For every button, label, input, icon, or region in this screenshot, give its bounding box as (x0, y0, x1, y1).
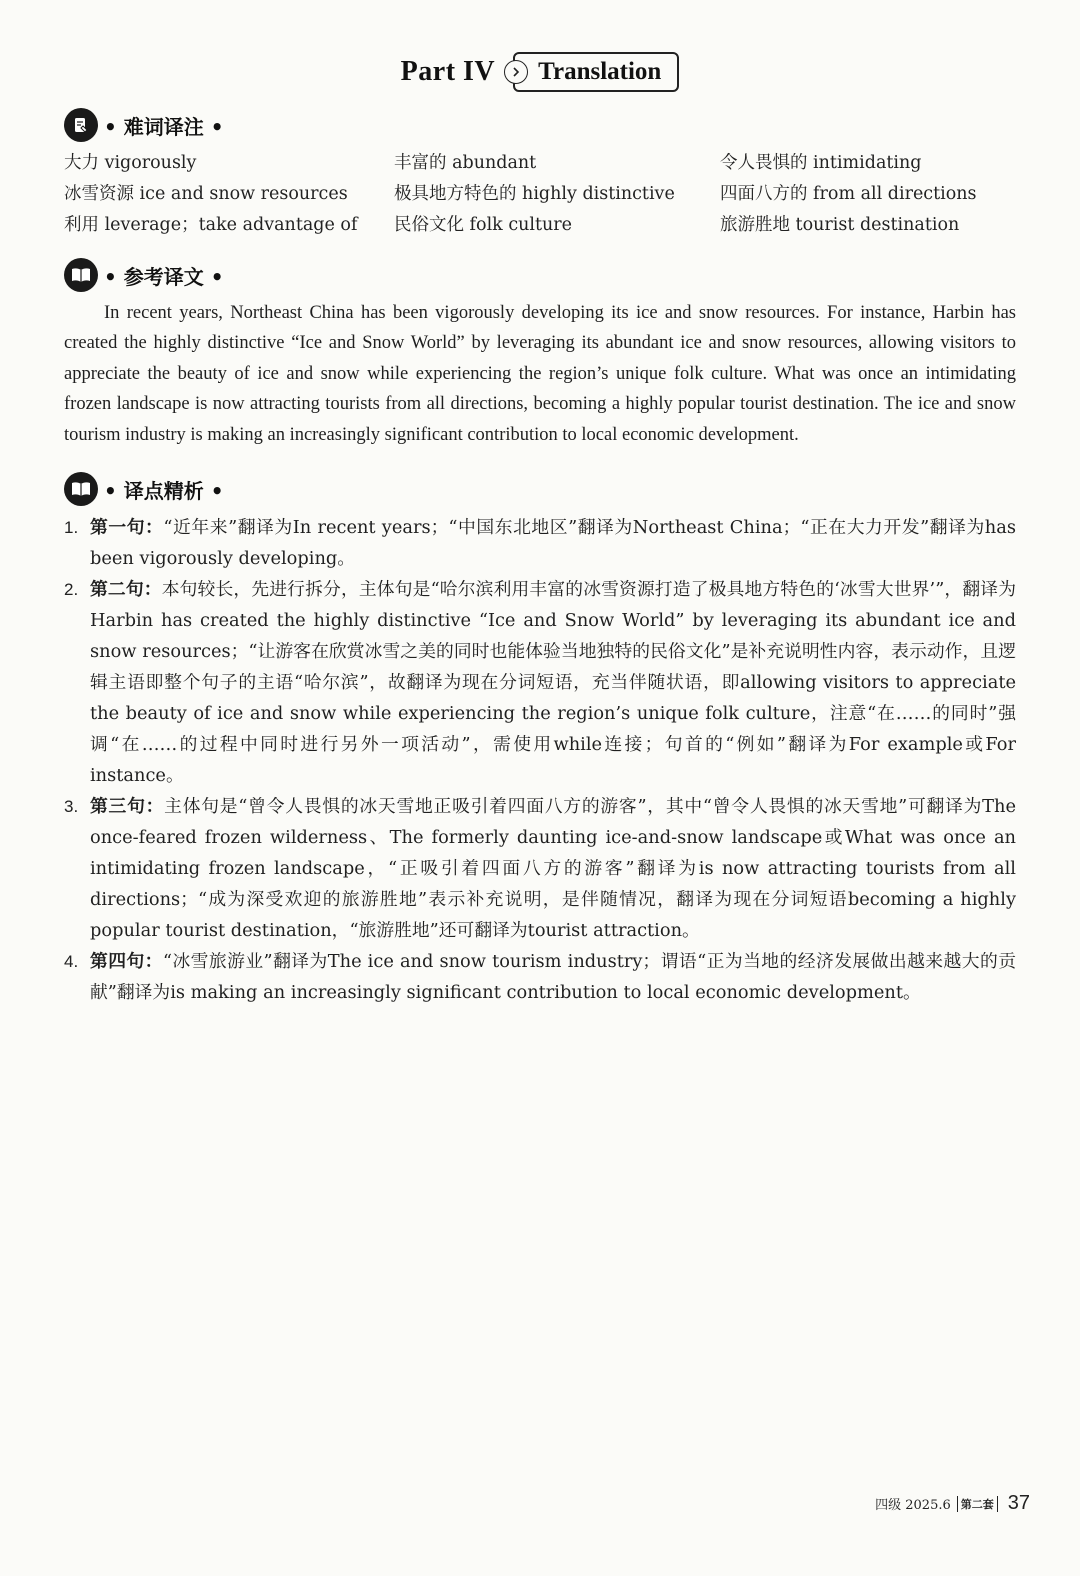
vocab-heading (64, 108, 224, 142)
vocab-item: 丰富的 abundant (394, 153, 537, 173)
item-text: “冰雪旅游业”翻译为The ice and snow tourism industry；谓语“正为当地的经济发展做出越来越大的贡献”翻译为is making an increasingly significant contribution to local economic development。 (90, 951, 1016, 1003)
issue-badge: 第二套 (957, 1496, 998, 1512)
list-item (64, 946, 1016, 1008)
item-body (90, 574, 1016, 791)
list-item (64, 512, 1016, 574)
item-body (90, 791, 1016, 946)
notes-heading-text: • 译点精析 • (104, 478, 224, 503)
item-number: 1. (64, 518, 79, 537)
analysis-list (64, 512, 1016, 1008)
item-lead: 第二句： (90, 579, 162, 600)
vocab-item: 四面八方的 from all directions (720, 184, 977, 204)
vocab-item: 大力 vigorously (64, 153, 197, 173)
vocab-list (64, 150, 1024, 239)
open-book-icon (64, 472, 98, 506)
item-lead: 第三句： (90, 796, 165, 817)
item-text: 本句较长，先进行拆分，主体句是“哈尔滨利用丰富的冰雪资源打造了极具地方特色的‘冰雪大世界’”，翻译为Harbin has created the highly distinctive “Ice and Snow World” by leveraging its abundant ice and snow resources；“让游客在欣赏冰雪之美的同时也能体验当地独特的民俗文化”是补充说明性内容，表示动作，且逻辑主语即整个句子的主语“哈尔滨”，故翻译为现在分词短语，充当伴随状语，即allowing visitors to appreciate the beauty of ice and snow while experiencing the region’s unique folk culture，注意“在……的同时”强调“在……的过程中同时进行另外一项活动”，需使用while连接；句首的“例如”翻译为For example或For instance。 (90, 579, 1016, 786)
notes-heading (64, 472, 224, 506)
vocab-item: 旅游胜地 tourist destination (720, 215, 960, 235)
chevron-right-icon (504, 60, 528, 84)
item-text: 主体句是“曾令人畏惧的冰天雪地正吸引着四面八方的游客”，其中“曾令人畏惧的冰天雪地”可翻译为The once-feared frozen wilderness、The formerly daunting ice-and-snow landscape或What was once an intimidating frozen landscape，“正吸引着四面八方的游客”翻译为is now attracting tourists from all directions；“成为深受欢迎的旅游胜地”表示补充说明，是伴随情况，翻译为现在分词短语becoming a highly popular tourist destination，“旅游胜地”还可翻译为tourist attraction。 (90, 796, 1016, 941)
vocab-item: 冰雪资源 ice and snow resources (64, 184, 348, 204)
vocab-item: 利用 leverage；take advantage of (64, 215, 358, 235)
item-text: “近年来”翻译为In recent years；“中国东北地区”翻译为Northeast China；“正在大力开发”翻译为has been vigorously developing。 (90, 517, 1016, 569)
item-number: 4. (64, 952, 79, 971)
item-lead: 第一句： (90, 517, 164, 538)
vocab-heading-text: • 难词译注 • (104, 114, 224, 139)
reference-translation: In recent years, Northeast China has been vigorously developing its ice and snow resources. For instance, Harbin has created the highly distinctive “Ice and Snow World” by leveraging its abundant ice and snow resources, allowing visitors to appreciate the beauty of ice and snow while experiencing the region’s unique folk culture. What was once an intimidating frozen landscape is now attracting tourists from all directions, becoming a highly popular tourist destination. The ice and snow tourism industry is making an increasingly significant contribution to local economic development. (64, 303, 1016, 445)
section-title: Translation (538, 58, 662, 85)
title-box (513, 52, 679, 92)
item-number: 3. (64, 797, 79, 816)
note-icon (64, 108, 98, 142)
page-title (0, 52, 1080, 92)
page-number: 37 (1007, 1492, 1030, 1514)
passage-heading (64, 258, 224, 292)
item-body (90, 512, 1016, 574)
exam-level: 四级 2025.6 (875, 1498, 951, 1513)
item-body (90, 946, 1016, 1008)
item-number: 2. (64, 580, 79, 599)
vocab-item: 民俗文化 folk culture (394, 215, 573, 235)
vocab-item: 极具地方特色的 highly distinctive (394, 184, 675, 204)
open-book-icon (64, 258, 98, 292)
vocab-item: 令人畏惧的 intimidating (720, 153, 922, 173)
item-lead: 第四句： (90, 951, 163, 972)
page-footer (875, 1492, 1030, 1515)
list-item (64, 574, 1016, 791)
list-item (64, 791, 1016, 946)
passage-heading-text: • 参考译文 • (104, 264, 224, 289)
part-label: Part IV (400, 56, 496, 87)
